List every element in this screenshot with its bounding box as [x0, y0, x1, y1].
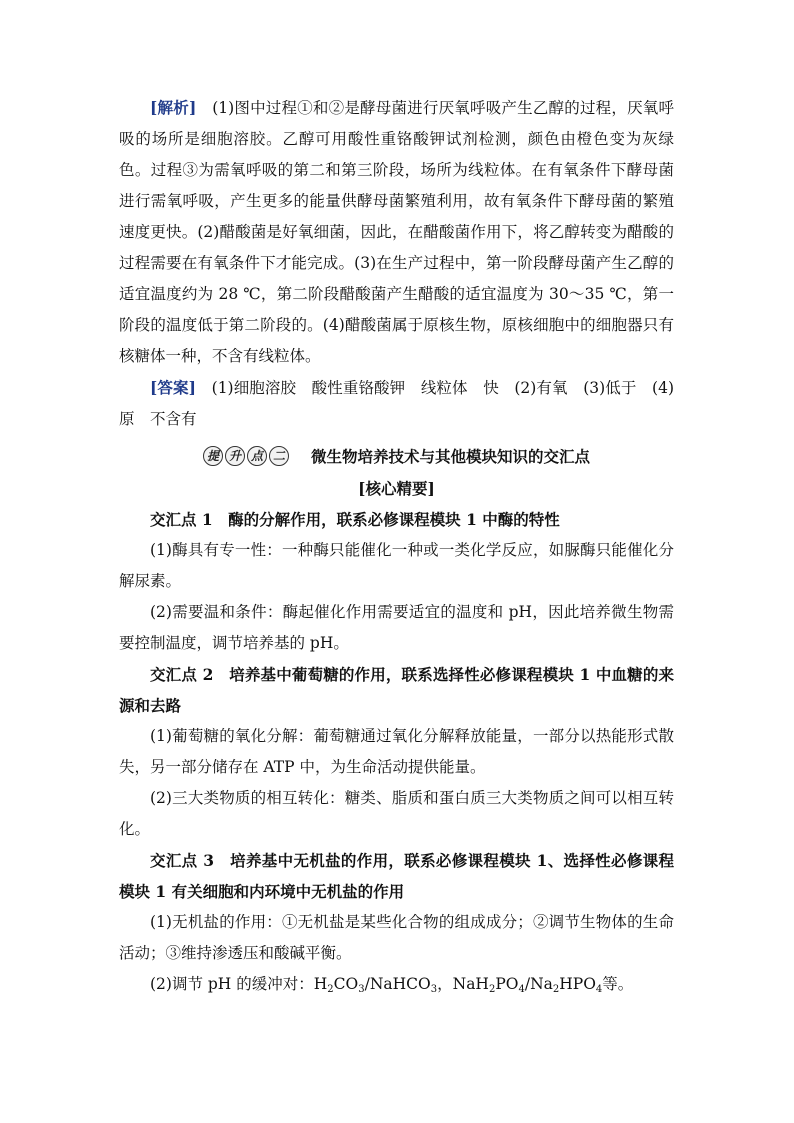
formula-part: /NaHCO	[364, 975, 431, 993]
badge-char: 二	[269, 446, 289, 466]
formula-sep: ，	[437, 975, 453, 993]
formula-sub: 2	[488, 984, 496, 995]
section-banner	[119, 439, 674, 473]
formula-sub: 3	[430, 984, 438, 995]
core-heading: [核心精要]	[358, 479, 435, 498]
analysis-paragraph	[119, 92, 674, 372]
formula-sub: 2	[552, 984, 560, 995]
answer-paragraph	[119, 372, 674, 435]
formula-part: NaH	[452, 975, 489, 993]
point-item: (2)三大类物质的相互转化：糖类、脂质和蛋白质三大类物质之间可以相互转化。	[119, 789, 674, 838]
buffer-prefix: (2)调节 pH 的缓冲对：	[150, 975, 314, 993]
buffer-paragraph	[119, 969, 674, 1005]
point-item: (1)无机盐的作用：①无机盐是某些化合物的组成成分；②调节生物体的生命活动；③维持渗透压和酸碱平衡。	[119, 913, 674, 962]
point-item: (2)需要温和条件：酶起催化作用需要适宜的温度和 pH，因此培养微生物需要控制温度，调节培养基的 pH。	[119, 603, 674, 652]
formula-sub: 3	[358, 984, 365, 995]
answer-label: [答案]	[150, 378, 196, 397]
badge-char: 提	[203, 446, 223, 466]
buffer-suffix: 等。	[602, 975, 634, 993]
point-heading: 交汇点 1 酶的分解作用，联系必修课程模块 1 中酶的特性	[150, 510, 560, 529]
point-item: (1)葡萄糖的氧化分解：葡萄糖通过氧化分解释放能量，一部分以热能形式散失，另一部分储存在 ATP 中，为生命活动提供能量。	[119, 727, 674, 776]
answer-text: (1)细胞溶胶 酸性重铬酸钾 线粒体 快 (2)有氧 (3)低于 (4)原 不含有	[119, 379, 674, 428]
point-heading: 交汇点 3 培养基中无机盐的作用，联系必修课程模块 1、选择性必修课程模块 1 有关细胞和内环境中无机盐的作用	[119, 851, 674, 901]
formula-part: PO	[495, 975, 519, 993]
formula-sub: 2	[327, 984, 334, 995]
point-heading: 交汇点 2 培养基中葡萄糖的作用，联系选择性必修课程模块 1 中血糖的来源和去路	[119, 665, 674, 715]
section-badge	[203, 446, 289, 466]
analysis-label: [解析]	[150, 98, 197, 117]
analysis-text: (1)图中过程①和②是酵母菌进行厌氧呼吸产生乙醇的过程，厌氧呼吸的场所是细胞溶胶。乙醇可用酸性重铬酸钾试剂检测，颜色由橙色变为灰绿色。过程③为需氧呼吸的第二和第三阶段，场所为线粒体。在有氧条件下酵母菌进行需氧呼吸，产生更多的能量供酵母菌繁殖利用，故有氧条件下酵母菌的繁殖速度更快。(2)醋酸菌是好氧细菌，因此，在醋酸菌作用下，将乙醇转变为醋酸的过程需要在有氧条件下才能完成。(3)在生产过程中，第一阶段酵母菌产生乙醇的适宜温度约为 28 ℃，第二阶段醋酸菌产生醋酸的适宜温度为 30～35 ℃，第一阶段的温度低于第二阶段的。(4)醋酸菌属于原核生物，原核细胞中的细胞器只有核糖体一种，不含有线粒体。	[119, 99, 674, 365]
formula-part: HPO	[559, 975, 596, 993]
badge-char: 点	[247, 446, 267, 466]
document-page	[119, 92, 674, 1005]
section-title: 微生物培养技术与其他模块知识的交汇点	[310, 448, 590, 466]
formula-part: H	[313, 975, 328, 993]
formula-sub: 4	[518, 984, 525, 995]
badge-char: 升	[225, 446, 245, 466]
point-item: (1)酶具有专一性：一种酶只能催化一种或一类化学反应，如脲酶只能催化分解尿素。	[119, 541, 674, 590]
formula-part: CO	[333, 975, 359, 993]
formula-part: /Na	[524, 975, 553, 993]
formula-sub: 4	[595, 984, 603, 995]
